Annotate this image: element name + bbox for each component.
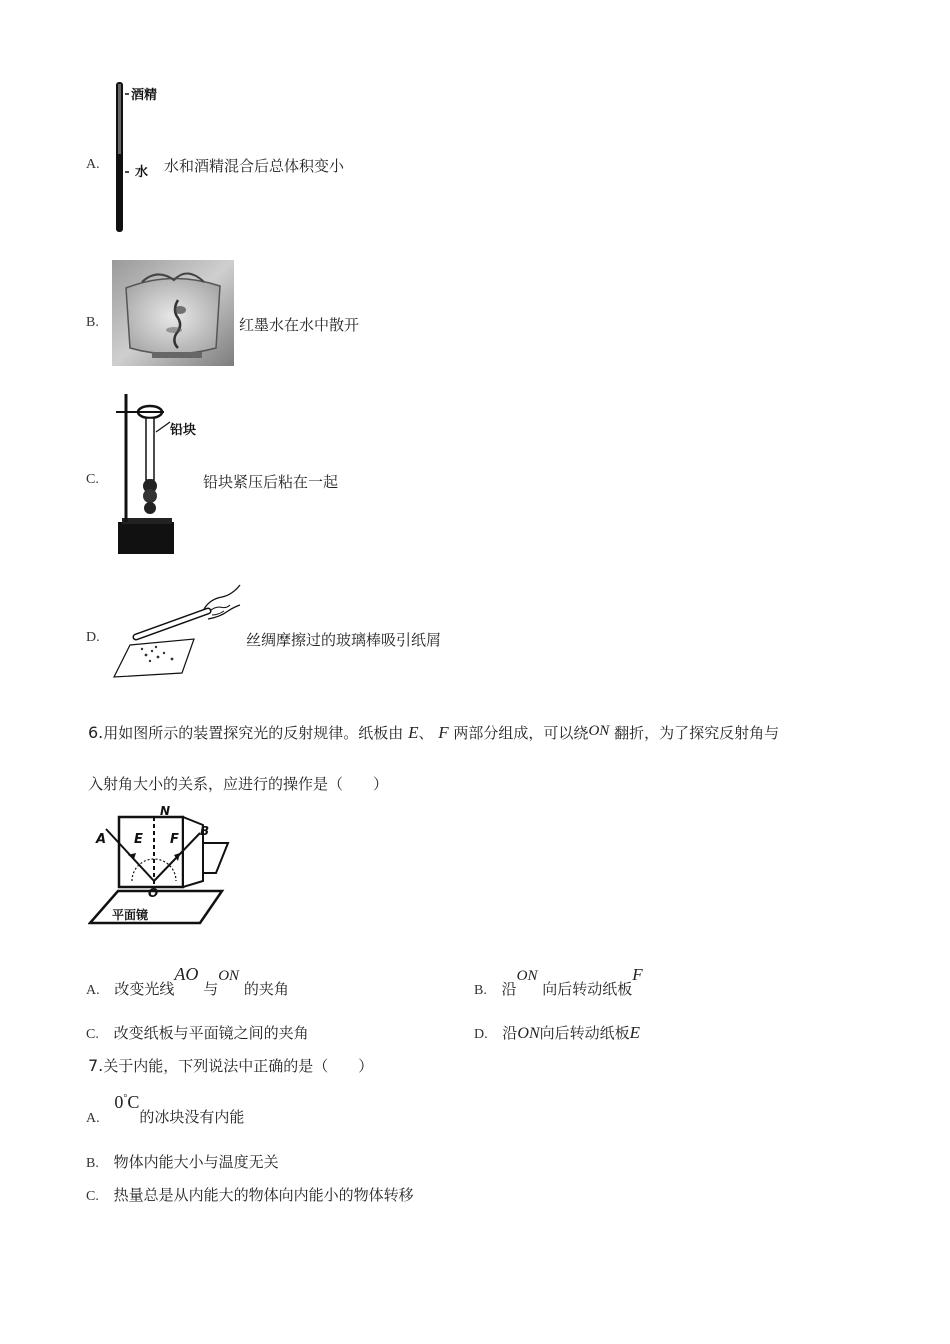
question-number: 7. [88, 1056, 104, 1075]
q5-option-d[interactable] [86, 575, 506, 681]
option-letter: C. [86, 1189, 99, 1204]
option-letter: B. [86, 315, 99, 330]
question-6-stem-line2: 入射角大小的关系，应进行的操作是（ ） [88, 775, 389, 793]
question-number: 6. [88, 723, 104, 742]
fig-label-F: F [170, 832, 179, 847]
fig-label-O: O [148, 886, 159, 900]
question-7-stem: 7.关于内能，下列说法中正确的是（ ） [88, 1056, 374, 1075]
q6-option-b[interactable]: B. 沿ON 向后转动纸板F [474, 965, 643, 998]
option-letter: C. [86, 472, 99, 487]
lead-blocks-stand-figure [112, 392, 202, 560]
fig-label-E: E [134, 832, 143, 847]
fig-label-mirror: 平面镜 [112, 908, 149, 922]
option-text: 丝绸摩擦过的玻璃棒吸引纸屑 [246, 631, 442, 649]
reflection-apparatus-figure [88, 803, 233, 928]
fig-label-lead-block: 铅块 [170, 423, 197, 438]
fig-label-A: A [96, 832, 107, 847]
option-letter: D. [86, 630, 100, 645]
temperature-value: 0°C [114, 1092, 140, 1112]
var-F: F [438, 723, 449, 742]
var-E: E [629, 1023, 641, 1042]
q7-option-a[interactable]: A. 0°C的冰块没有内能 [86, 1092, 245, 1126]
q5-option-b[interactable] [86, 260, 486, 366]
option-letter: D. [474, 1027, 488, 1042]
q6-option-d[interactable]: D. 沿ON向后转动纸板E [474, 1023, 641, 1042]
fig-label-alcohol: 酒精 [131, 88, 158, 103]
option-letter: A. [86, 1111, 100, 1126]
var-AO: AO [174, 964, 199, 984]
var-ON: ON [517, 1025, 540, 1042]
q6-option-a[interactable]: A. 改变光线AO 与ON 的夹角 [86, 964, 289, 998]
q7-option-b[interactable]: B. 物体内能大小与温度无关 [86, 1153, 279, 1171]
var-ON: ON [588, 723, 610, 739]
fig-label-water: 水 [135, 165, 149, 180]
q5-option-c[interactable] [86, 392, 486, 560]
option-text: 红墨水在水中散开 [239, 316, 360, 334]
fig-label-B: B [200, 824, 210, 838]
option-letter: C. [86, 1027, 99, 1042]
fig-label-N: N [160, 804, 171, 818]
option-text: 水和酒精混合后总体积变小 [164, 157, 345, 175]
option-text: 铅块紧压后粘在一起 [203, 473, 339, 491]
var-E: E [408, 723, 419, 742]
option-letter: B. [474, 983, 487, 998]
alcohol-water-tube-figure [111, 80, 166, 235]
q6-option-c[interactable]: C. 改变纸板与平面镜之间的夹角 [86, 1024, 309, 1042]
q7-option-c[interactable]: C. 热量总是从内能大的物体向内能小的物体转移 [86, 1186, 414, 1204]
var-ON: ON [516, 968, 538, 984]
option-letter: A. [86, 157, 100, 172]
option-letter: B. [86, 1156, 99, 1171]
q5-option-a[interactable] [86, 80, 486, 235]
question-6-stem-line1: 6.用如图所示的装置探究光的反射规律。纸板由 E、 F 两部分组成，可以绕ON 翻折，为了探究反射角与 [88, 723, 780, 742]
option-letter: A. [86, 983, 100, 998]
var-ON: ON [218, 968, 240, 984]
red-ink-beaker-photo [112, 260, 234, 366]
glass-rod-paper-figure [112, 575, 248, 681]
var-F: F [632, 965, 643, 984]
